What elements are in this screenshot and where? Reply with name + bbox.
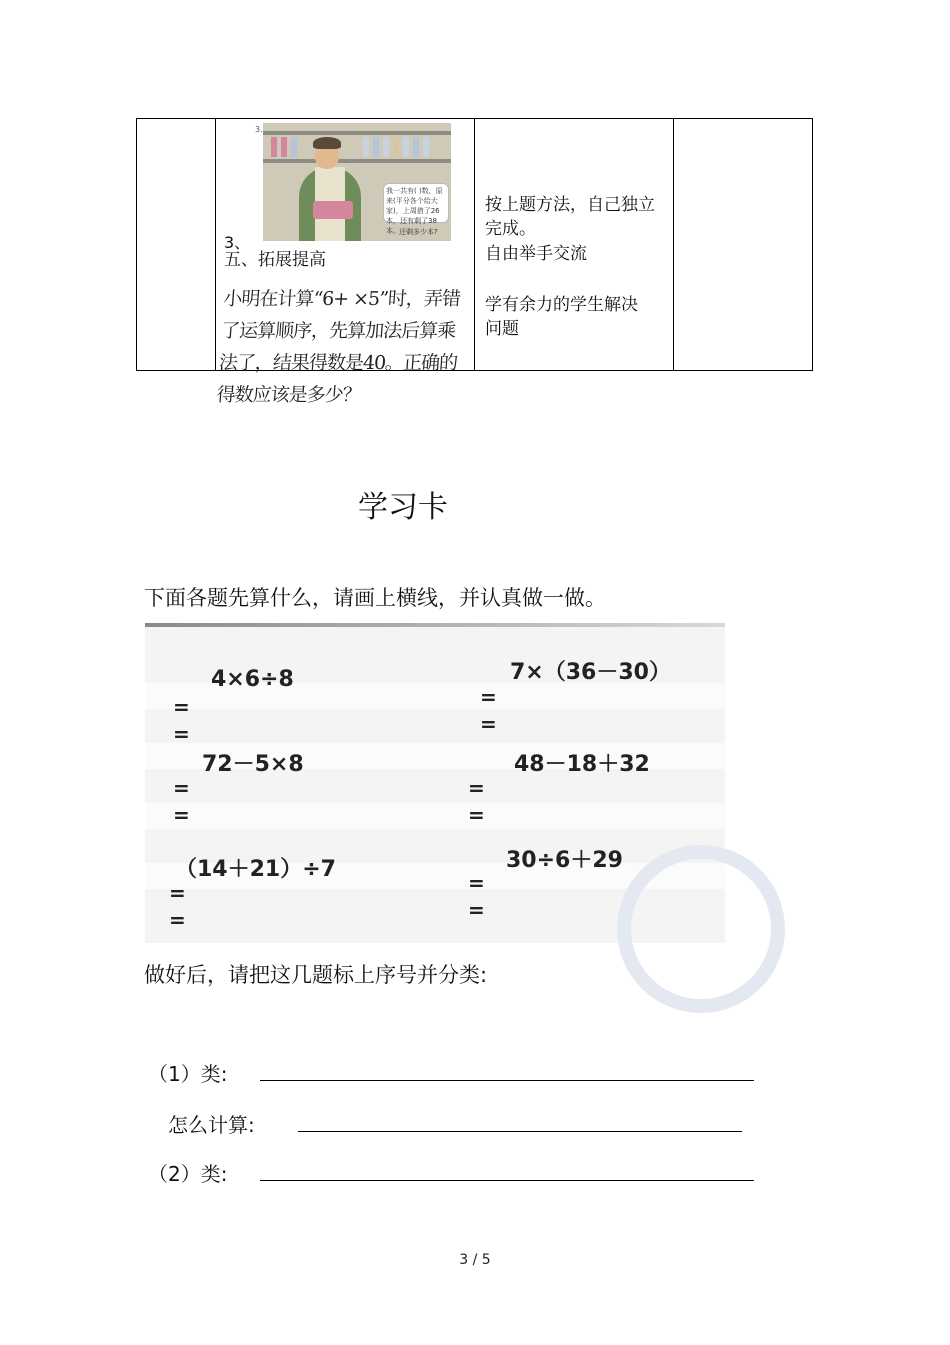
table-divider [215,119,216,370]
col3-line4: 学有余力的学生解决 [485,295,638,315]
problem-5: （14＋21）÷7 [175,857,336,882]
equals-sign: = [480,685,497,709]
exercise-sheet [145,623,725,943]
equals-sign: = [173,695,190,719]
problem-2: 7×（36－30） [510,660,671,685]
category-1-blank[interactable] [260,1080,754,1081]
bookstore-illustration [263,123,451,241]
equals-sign: = [468,776,485,800]
equals-sign: = [169,881,186,905]
speech-bubble: 我一共有( )数，原来(平分各个给大家)，上周借了26本，还有剩了38本。 [383,183,449,223]
table-divider [474,119,475,370]
category-2-blank[interactable] [260,1180,754,1181]
method-label: 怎么计算: [168,1113,255,1137]
equals-sign: = [468,898,485,922]
handwritten-problem: 小明在计算“6+ ×5”时，弄错了运算顺序，先算加法后算乘法了，结果得数是40。正确的得数应该是多少？ [215,288,461,406]
equals-sign: = [173,803,190,827]
problem-6: 30÷6＋29 [506,848,623,873]
page-number: 3 / 5 [459,1252,491,1268]
col3-line3: 自由举手交流 [485,244,587,264]
problem-4: 48－18＋32 [514,752,650,777]
equals-sign: = [169,908,186,932]
col3-line1: 按上题方法，自己独立 [485,195,655,215]
equals-sign: = [468,803,485,827]
equals-sign: = [468,871,485,895]
col3-line2: 完成。 [485,219,536,239]
section-heading: 五、拓展提高 [224,250,326,270]
equals-sign: = [173,776,190,800]
method-blank[interactable] [298,1131,742,1132]
worksheet-instruction: 下面各题先算什么，请画上横线，并认真做一做。 [144,586,606,610]
problem-1: 4×6÷8 [211,667,294,692]
worksheet-title: 学习卡 [358,490,448,525]
equals-sign: = [173,722,190,746]
table-divider [673,119,674,370]
category-1-label: （1）类: [148,1062,228,1086]
col3-line5: 问题 [485,319,519,339]
category-2-label: （2）类: [148,1162,228,1186]
illustration-number: 3. [255,125,263,134]
item-number: 3、 [224,233,251,252]
illustration-caption: 还剩多少本? [399,228,438,236]
equals-sign: = [480,712,497,736]
problem-3: 72－5×8 [202,752,304,777]
after-instruction: 做好后，请把这几题标上序号并分类: [144,963,488,987]
